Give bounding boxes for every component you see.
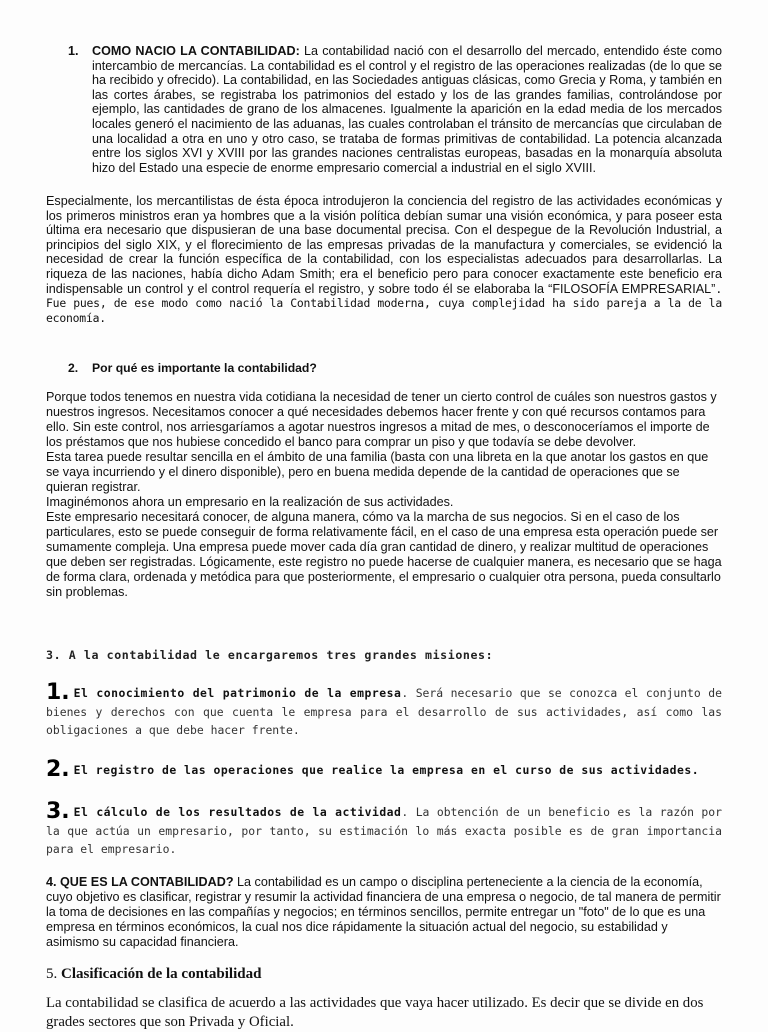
section-4-heading: 4. QUE ES LA CONTABILIDAD?: [46, 875, 234, 889]
section-4: [46, 875, 722, 950]
section-5-heading: [46, 966, 261, 983]
paragraph: Imaginémonos ahora un empresario en la realización de sus actividades.: [46, 495, 454, 509]
section-3-title: 3. A la contabilidad le encargaremos tres grandes misiones:: [46, 648, 494, 662]
mission-title: El cálculo de los resultados de la actividad: [73, 805, 402, 819]
section-5-text: La contabilidad se clasifica de acuerdo a las actividades que vaya hacer utilizado. Es decir que se divide en dos grades sectores que son Privada y Oficial.: [46, 995, 704, 1030]
paragraph: Esta tarea puede resultar sencilla en el ámbito de una familia (basta con una libreta en la que anotar los gastos en que se vaya incurriendo y el dinero disponible), pero en buena medida depende de la cantidad de operaciones que se quieran registrar.: [46, 450, 709, 494]
section-2-heading: [68, 361, 317, 375]
paragraph: Porque todos tenemos en nuestra vida cotidiana la necesidad de tener un cierto control de cuáles son nuestros gastos y nuestros ingresos. Necesitamos conocer a qué necesidades debemos hacer frente y con qué recursos contamos para ello. Sin este control, nos arriesgaríamos a agotar nuestros ingresos a mitad de mes, o desconoceríamos el importe de los préstamos que nos hubiese concedido el banco para comprar un piso y que todavía se debe devolver.: [46, 390, 717, 449]
section-4-text: La contabilidad es un campo o disciplina perteneciente a la ciencia de la economía, cuyo objetivo es clasificar, registrar y resumir la actividad financiera de una empresa o negocio, de tal manera de permitir la toma de decisiones en las compañías y negocios; en términos sencillos, permite entregar un "foto" de lo que es una empresa en términos económicos, la cual nos dice rápidamente la situación actual del negocio, su estabilidad y asimismo su capacidad financiera.: [46, 875, 721, 949]
continuation-text: Especialmente, los mercantilistas de ésta época introdujeron la conciencia del registro de las actividades económicas y los primeros ministros eran ya hombres que a la visión política debían sumar una visión económica, y para poseer esta última era necesario que dispusieran de una base documental precisa. Con el despegue de la Revolución Industrial, a principios del siglo XIX, y el florecimiento de las empresas privadas de la manufactura y comerciales, se evidenció la necesidad de crear la función específica de la contabilidad, con los especialistas adecuados para desarrollarlas. La riqueza de las naciones, había dicho Adam Smith; era el beneficio pero para conocer exactamente este beneficio era indispensable un control y el control requería el registro, y sobre todo él se elaboraba la “FILOSOFÍA EMPRESARIAL”: [46, 194, 722, 296]
section-1: [68, 44, 722, 175]
section-2-body: [46, 390, 722, 600]
paragraph: Este empresario necesitará conocer, de alguna manera, cómo va la marcha de sus negocios. Si en el caso de los particulares, esto se puede conseguir de forma relativamente fácil, en el caso de una empresa esta operación puede ser sumamente compleja. Una empresa puede mover cada día gran cantidad de dinero, y realizar multitud de operaciones que deben ser registradas. Lógicamente, este registro no puede hacerse de cualquier manera, es necesario que se haga de forma clara, ordenada y metódica para que posteriormente, el empresario o cualquier otra persona, pueda consultarlo sin problemas.: [46, 510, 722, 599]
mission-item: [46, 680, 722, 740]
mission-number: 1.: [46, 680, 70, 705]
section-2-number: 2.: [68, 361, 79, 375]
mission-number: 2.: [46, 757, 70, 782]
mission-number: 3.: [46, 799, 70, 824]
mission-title: El registro de las operaciones que realice la empresa en el curso de sus actividades.: [73, 763, 700, 777]
section-2-title: Por qué es importante la contabilidad?: [92, 361, 317, 375]
section-1-body: [92, 44, 722, 175]
section-5-number: 5.: [46, 966, 58, 982]
section-1-number: 1.: [68, 44, 79, 58]
mission-title: El conocimiento del patrimonio de la empresa: [73, 686, 402, 700]
mission-item: [46, 799, 722, 859]
section-5-title: Clasificación de la contabilidad: [61, 966, 262, 982]
section-1-heading: COMO NACIO LA CONTABILIDAD:: [92, 44, 300, 58]
section-1-text: La contabilidad nació con el desarrollo del mercado, entendido éste como intercambio de mercancías. La contabilidad es el control y el registro de las operaciones realizadas (de lo que se ha recibido y ofrecido). La contabilidad, en las Sociedades antiguas clásicas, como Grecia y Roma, y también en las cortes árabes, se registraba los patrimonios del estado y los de las grandes familias, controlándose por ejemplo, las cantidades de grano de los almacenes. Igualmente la aparición en la edad media de los mercados locales generó el nacimiento de las aduanas, las cuales controlaban el tránsito de mercancías que circulaban de una localidad a otra en uno y otro caso, se trataba de formas primitivas de contabilidad. La potencia alcanzada entre los siglos XVI y XVIII por las grandes naciones centralistas europeas, basadas en la monarquía absoluta hizo del Estado una especie de enorme empresario comercial a industrial en el siglo XVIII.: [92, 44, 722, 175]
section-1-continuation: [46, 194, 722, 325]
mission-description: . La obtención de un beneficio es la razón por la que actúa un empresario, por tanto, su estimación lo más exacta posible es de gran importancia para el empresario.: [46, 805, 722, 856]
continuation-tail: . Fue pues, de ese modo como nació la Contabilidad moderna, cuya complejidad ha sido pareja a la de la economía.: [46, 281, 722, 325]
mission-description: . Será necesario que se conozca el conjunto de bienes y derechos con que cuenta le empresa para el desarrollo de sus actividades, así como las obligaciones a que debe hacer frente.: [46, 686, 722, 737]
mission-item: [46, 757, 722, 782]
